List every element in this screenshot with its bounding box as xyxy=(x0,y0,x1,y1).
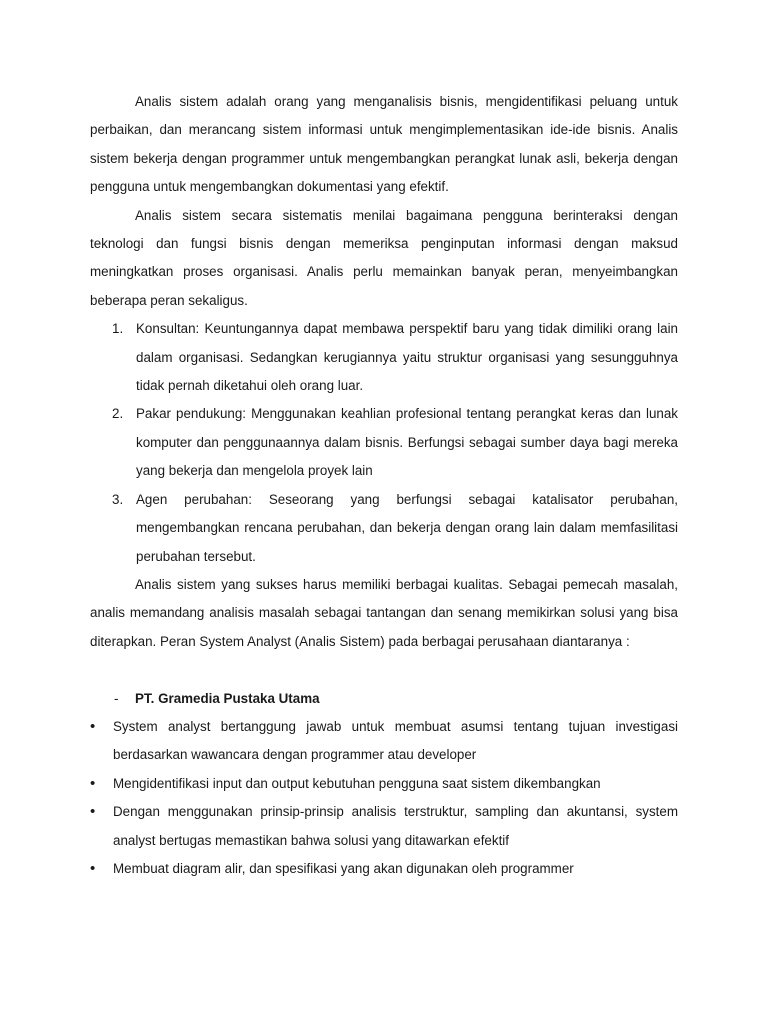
paragraph-intro: Analis sistem adalah orang yang menganalisis bisnis, mengidentifikasi peluang untuk perbaikan, dan merancang sistem informasi untuk mengimplementasikan ide-ide bisnis. Analis sistem bekerja dengan programmer untuk mengembangkan perangkat lunak asli, bekerja dengan pengguna untuk mengembangkan dokumentasi yang efektif. xyxy=(90,94,678,195)
paragraph-qualities: Analis sistem yang sukses harus memiliki berbagai kualitas. Sebagai pemecah masalah, analis memandang analisis masalah sebagai tantangan dan senang memikirkan solusi yang bisa diterapkan. Peran System Analyst (Analis Sistem) pada berbagai perusahaan diantaranya : xyxy=(90,576,678,649)
duty-item xyxy=(90,855,678,883)
role-text: Agen perubahan: Seseorang yang berfungsi sebagai katalisator perubahan, mengembangkan rencana perubahan, dan bekerja dengan orang lain dalam memfasilitasi perubahan tersebut. xyxy=(136,491,678,564)
duty-item xyxy=(90,798,678,855)
list-number: 3. xyxy=(112,491,124,507)
bullet-icon: • xyxy=(90,859,96,877)
duty-item xyxy=(90,770,678,798)
duty-text: Dengan menggunakan prinsip-prinsip analisis terstruktur, sampling dan akuntansi, system analyst bertugas memastikan bahwa solusi yang ditawarkan efektif xyxy=(113,804,678,848)
paragraph-analysis: Analis sistem secara sistematis menilai bagaimana pengguna berinteraksi dengan teknologi dan fungsi bisnis dengan memeriksa penginputan informasi dengan maksud meningkatkan proses organisasi. Analis perlu memainkan banyak peran, menyeimbangkan beberapa peran sekaligus. xyxy=(90,207,678,308)
duties-list xyxy=(90,713,678,883)
role-item-support-expert xyxy=(90,400,678,485)
role-text: Pakar pendukung: Menggunakan keahlian profesional tentang perangkat keras dan lunak komputer dan penggunaannya dalam bisnis. Berfungsi sebagai sumber daya bagi mereka yang bekerja dan mengelola proyek lain xyxy=(136,406,678,479)
roles-list xyxy=(90,315,678,571)
duty-text: Membuat diagram alir, dan spesifikasi yang akan digunakan oleh programmer xyxy=(113,860,574,876)
company-name: PT. Gramedia Pustaka Utama xyxy=(135,690,320,706)
company-heading xyxy=(90,685,678,713)
document-page xyxy=(90,88,678,883)
bullet-icon: • xyxy=(90,774,96,792)
duty-text: System analyst bertanggung jawab untuk membuat asumsi tentang tujuan investigasi berdasarkan wawancara dengan programmer atau developer xyxy=(113,718,678,763)
bullet-icon: • xyxy=(90,717,96,735)
duty-item xyxy=(90,713,678,770)
duty-text: Mengidentifikasi input dan output kebutuhan pengguna saat sistem dikembangkan xyxy=(113,775,601,791)
list-number: 2. xyxy=(112,406,124,422)
dash-marker: - xyxy=(114,690,119,706)
list-number: 1. xyxy=(112,321,124,337)
role-item-consultant xyxy=(90,315,678,400)
role-item-change-agent xyxy=(90,486,678,571)
bullet-icon: • xyxy=(90,803,96,821)
blank-line xyxy=(90,656,678,684)
role-text: Konsultan: Keuntungannya dapat membawa perspektif baru yang tidak dimiliki orang lain dalam organisasi. Sedangkan kerugiannya yaitu struktur organisasi yang sesungguhnya tidak pernah diketahui oleh orang luar. xyxy=(136,321,678,394)
